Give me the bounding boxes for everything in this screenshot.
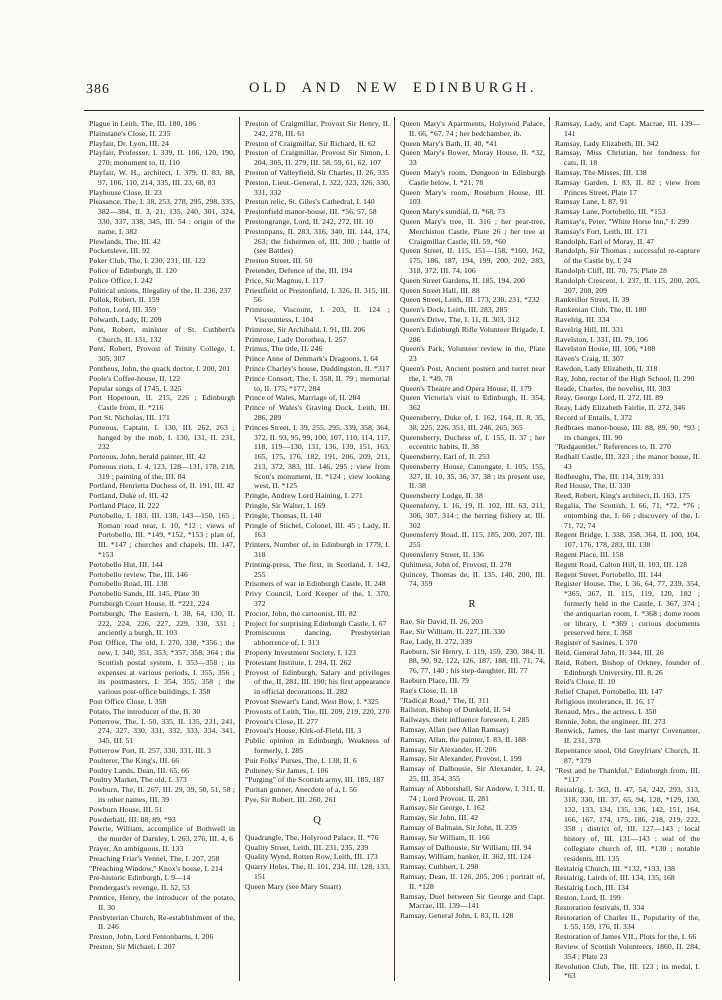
index-entry: Ramsay Lane, I. 87, 91 — [555, 197, 628, 207]
index-entry: Reid, General John, II. 344, III. 26 — [555, 648, 664, 658]
index-entry: Puritan gunner, Anecdote of a, I. 56 — [245, 785, 357, 795]
index-entry: Ramsay, Allan (see Allan Ramsay) — [400, 725, 509, 735]
index-entry: Public opinion in Edinburgh, Weakness of formerly, I. 285 — [245, 736, 390, 755]
index-entry: Provosts of Leith, The, III. 209, 219, 220, 270 — [245, 706, 390, 716]
index-entry: Project for surprising Edinburgh Castle, I. 67 — [245, 618, 387, 628]
index-entry: Revolution Club, The, III. 123 ; its medal, I. *63 — [555, 961, 700, 981]
index-entry: Rankeillor Street, II. 39 — [555, 295, 630, 305]
index-entry: Queensferry Street, II. 136 — [400, 550, 484, 560]
index-entry: Queen Street, II. 115, 151—158, *160, 162, 175, 186, 187, 194, 199, 200, 202, 283, 318, 372, III. 74, 106 — [400, 246, 545, 275]
index-entry: Rae, Lady, II. 272, 339 — [400, 636, 473, 646]
index-entry: Portobello review, The, III. 146 — [89, 569, 188, 579]
index-entry: Ramsay of Balmain, Sir John, II. 239 — [400, 822, 517, 832]
index-entry: Quarry Holes, The, II. 101, 234, III. 128, 133, 151 — [245, 862, 390, 881]
index-entry: Ramsay, Allan, the painter, I. 83, II. 188 — [400, 734, 526, 744]
index-entry: Post Office, The old, I. 270, 338, *356 ; the new, I. 340, 351, 353, *357, 358, 364 ; the Scottish postal system, I. 353—358 ; its expenses at various periods, I. 355, 356 ; its postmasters, I. 354, 355, 358 ; the various post-office buildings, I. 358 — [89, 638, 235, 697]
index-entry: Powburn House, III. 51 — [89, 804, 163, 814]
index-entry: Potterrow, The, I. 50, 335, II. 135, 231, 241, 274, 327, 330, 331, 332, 333, 334, 341, 345, III. 51 — [89, 716, 235, 746]
index-entry: Portland, Henrietta Duchess of, II. 191, III. 42 — [89, 481, 235, 491]
index-entry: Powderhall, III. 88, 89, *93 — [89, 814, 176, 824]
index-entry: Pringle, Thomas, II. 140 — [245, 510, 322, 520]
index-entry: Queensferry, I. 16, 19, II. 102, III. 63, 211, 306, 307, 314 ; the herring fishery at, III. 302 — [400, 501, 545, 530]
index-entry: Ravelston, I. 331, III. 79, 106 — [555, 334, 648, 344]
index-entry: Railways, their influence foreseen, I. 285 — [400, 715, 530, 725]
index-entry: Prayer, An ambiguous, II. 133 — [89, 843, 184, 853]
index-entry: Raven's Craig, II. 307 — [555, 354, 624, 364]
index-entry: Political unions, Illegality of the, II. 236, 237 — [89, 285, 232, 295]
index-entry: Pye, Sir Robert, III. 260, 261 — [245, 794, 337, 804]
index-entry: Queen's Edinburgh Rifle Volunteer Brigade, I. 286 — [400, 324, 545, 344]
index-entry: Poultry Market, The old, I. 373 — [89, 775, 187, 785]
index-entry: Queen Street Hall, III. 88 — [400, 285, 480, 295]
index-entry: Pocketsleve, III. 92 — [89, 246, 151, 256]
index-column-1 — [84, 117, 239, 981]
index-entry: Prestonfield manor-house, III. *56, 57, 58 — [245, 207, 377, 217]
index-entry: Queen Mary's tree, II. 316 ; her pear-tree, Merchiston Castle, Plate 26 ; her tree at Craigmillar Castle, III. 59, *60 — [400, 216, 545, 246]
index-entry: Queen Mary's room, Dungeon in Edinburgh Castle below, I. *21, 78 — [400, 167, 545, 187]
index-entry: Rankenian Club, The, II. 180 — [555, 305, 647, 315]
index-entry: Playfair, Professor, I. 339, II. 106, 120, 190, 270; monument to, II. 110 — [89, 148, 235, 168]
index-entry: Post Office Close, I. 358 — [89, 697, 167, 707]
index-entry: Plague in Leith, The, III. 180, 186 — [89, 119, 197, 128]
index-entry: Queen Mary's Bower, Moray House, II. *32, 33 — [400, 148, 545, 168]
index-entry: Queen's Theatre and Opera House, II. 179 — [400, 383, 532, 393]
index-entry: Queen Mary's room, Roseburn House, III. 103 — [400, 187, 545, 207]
index-entry: Quincey, Thomas de, II. 135, 140, 200, III. 74, 359 — [400, 569, 545, 589]
index-column-2 — [239, 117, 394, 981]
index-entry: Pont, Robert, Provost of Trinity College, I. 305, 307 — [89, 344, 235, 364]
index-entry: Potato, The introducer of the, II. 30 — [89, 706, 201, 716]
index-entry: Restalrig Loch, III. 134 — [555, 883, 629, 893]
index-entry: Pringle, Sir Walter, I. 169 — [245, 501, 326, 511]
index-entry: Provost's Close, II. 277 — [245, 716, 319, 726]
index-entry: Porteous, John, herald painter, III. 42 — [89, 452, 206, 462]
index-entry: Queensberry, Duke of, I. 162, 164, II. 8, 35, 38, 225, 226, 351, III. 246, 265, 365 — [400, 412, 545, 432]
index-entry: Ramsay's, Peter, "White Horse Inn," I. 299 — [555, 216, 690, 226]
index-entry: Ramsay, William, banker, II. 362, III. 124 — [400, 852, 532, 862]
index-entry: Queensferry Road, II. 115, 185, 200, 207, III. 255 — [400, 530, 545, 550]
index-entry: Privy Council, Lord Keeper of the, I. 370, 372 — [245, 589, 390, 609]
index-entry: "Preaching Window," Knox's house, I. 214 — [89, 863, 223, 873]
index-entry: Queen Street, Leith, III. 173, 230, 231, *232 — [400, 295, 540, 305]
index-entry: Prentice, Henry, the introducer of the potato, II. 30 — [89, 892, 235, 912]
index-entry: Primrose, Sir Archibald, I. 91, III. 206 — [245, 324, 366, 334]
index-entry: Reay, Lady Elizabeth Fairlie, II. 272, 346 — [555, 403, 686, 413]
index-entry: Plewlands, The, III. 42 — [89, 236, 161, 246]
index-entry: Prestonpans, II. 283, 316, 340, III. 144, 174, 263; the fishermen of, III. 300 ; battle of (see Battles) — [245, 226, 390, 256]
index-entry: Preston, Sir Michael, I. 207 — [89, 941, 176, 951]
index-entry: Religious intolerance, II. 16, 17 — [555, 697, 655, 707]
index-entry: Queen's Dock, Leith, III. 283, 285 — [400, 305, 508, 315]
index-entry: Puir Folks' Purses, The, I. 138, II. 6 — [245, 755, 357, 765]
index-entry: Provost Stewart's Land, West Bow, I. *325 — [245, 697, 379, 707]
index-entry: Property Investment Society, I. 123 — [245, 648, 356, 658]
index-entry: Portsburgh Court House, II. *221, 224 — [89, 599, 210, 609]
index-entry: Quality Wynd, Rotten Row, Leith, III. 173 — [245, 852, 378, 862]
index-entry: Preston, John, Lord Fentonbarns, I. 206 — [89, 932, 214, 942]
index-entry: Redbraes manor-house, III. 88, 89, 90, *93 ; its changes, III. 90 — [555, 422, 700, 442]
index-entry: Ray, John, rector of the High School, II. 290 — [555, 373, 695, 383]
index-entry: Porteous, Captain, I. 130, III. 262, 263 ; hanged by the mob, I. 130, 131, II. 231, 232 — [89, 422, 235, 452]
index-entry: Randolph, Earl of Moray, II. 47 — [555, 236, 655, 246]
index-entry: Relief Chapel, Portobello, III. 147 — [555, 687, 663, 697]
index-entry: Rennie, John, the engineer, III. 273 — [555, 716, 666, 726]
index-entry: Prince Charley's house, Duddingston, II. *317 — [245, 363, 390, 373]
index-entry: Pre-historic Edinburgh, I. 9—14 — [89, 873, 191, 883]
index-entry: Preston of Valleyfield, Sir Charles, II. 26, 335 — [245, 167, 390, 177]
index-entry: Ramsay, Sir Alexander, II. 206 — [400, 744, 497, 754]
index-entry: Queen Street Gardens, II. 185, 194, 200 — [400, 275, 525, 285]
index-entry: Redheughs, The, III. 114, 319, 331 — [555, 471, 665, 481]
index-entry: Preston relic, St. Giles's Cathedral, I. 140 — [245, 197, 375, 207]
index-entry: Powburn, The, II. 267, III. 29, 39, 50, 51, 58 ; its other names, III. 39 — [89, 785, 235, 804]
index-entry: Queen Mary's sundial, II. *68, 73 — [400, 207, 506, 217]
index-entry: Ravelrig Hill, III. 331 — [555, 324, 624, 334]
index-entry: Portland, Duke of, III. 42 — [89, 491, 169, 501]
index-entry: Queen's Park, Volunteer review in the, Plate 23 — [400, 344, 545, 364]
index-entry: Poultry Lands, Dean, III. 65, 66 — [89, 765, 190, 775]
index-entry: Ramsay of Abbotshall, Sir Andrew, I. 311, II. 74 ; Lord Provost, II. 281 — [400, 783, 545, 803]
index-entry: Portobello Hut, III. 144 — [89, 559, 163, 569]
index-entry: Portland Place, II. 222 — [89, 501, 160, 511]
index-entry: Prestongrange, Lord, II. 242, 272, III. 10 — [245, 216, 374, 226]
index-entry: Regent Road, Calton Hill, II. 103, III. 128 — [555, 559, 688, 569]
index-entry: Ramsay, Sir George, I. 162 — [400, 803, 485, 813]
index-entry: Ramsay Lane, Portobello, III. *153 — [555, 207, 666, 217]
index-entry: Queen Victoria's visit to Edinburgh, II. 354, 362 — [400, 393, 545, 413]
index-entry: Ramsay of Dalhousie, Sir Alexander, I. 24, 25, III. 354, 355 — [400, 764, 545, 783]
index-entry: Preaching Friar's Vennel, The, I. 207, 258 — [89, 853, 220, 863]
index-entry: Railston, Bishop of Dunkeld, II. 54 — [400, 705, 511, 715]
section-heading-r: R — [468, 599, 477, 611]
index-entry: Ramsay's Fort, Leith, III. 171 — [555, 226, 648, 236]
index-entry: Pringle, Andrew Lord Haining, I. 271 — [245, 491, 363, 501]
index-entry: Ramsay, The Misses, III. 138 — [555, 167, 647, 177]
index-entry: Regent Place, III. 158 — [555, 550, 624, 560]
index-entry: Provost of Edinburgh, Salary and privileges of the, II. 281, III. 190; his first appearance in official decorations, II. 282 — [245, 667, 390, 697]
header-rule — [84, 110, 704, 111]
index-entry: Princes Street, I. 39, 255, 295, 339, 358, 364, 372, II. 93, 95, 99, 100, 107, 110, 114, 117, 118, 119—130, 131, 136, 139, 151, 163, 165, 175, 176, 182, 191, 206, 209, 211, 213, 372, 383, III. 146, 295 ; view from Scott's monument, II. *124 ; view looking west, II. *125 — [245, 422, 390, 491]
index-entry: Randolph Cliff, III. 70, 75, Plate 28 — [555, 265, 667, 275]
index-entry: Preston of Craigmillar, Provost Sir Henry, II. 242, 278, III. 61 — [245, 119, 390, 138]
index-entry: Primrose, Viscount, I. 203, II. 124 ; Viscountess, I. 104 — [245, 305, 390, 324]
index-entry: Portobello, I. 183, III. 138, 143—150, 165 ; Roman road near, I. 10, *12 ; views of Portobello, III. *149, *152, *153 ; plan of, III. *147 ; churches and chapels, III. 147, *153 — [89, 510, 235, 560]
index-entry: Reay, George Lord, II. 272, III. 89 — [555, 393, 664, 403]
index-entry: Queensberry Lodge, II. 38 — [400, 491, 483, 501]
index-entry: Queen Mary's Bath, II. 40, *41 — [400, 138, 498, 148]
index-entry: "Rest and be Thankful," Edinburgh from, III. *117 — [555, 765, 700, 785]
index-entry: Raeburn, Sir Henry, I. 119, 159, 230, 384, II. 88, 90, 92, 122, 126, 187, 188, III. 71, 74, 76, 77, 140 ; his step-daughter, III. 77 — [400, 646, 545, 676]
page-header — [84, 80, 702, 106]
index-entry: Renwick, James, the last martyr Covenanter, II. 231, 378 — [555, 726, 700, 746]
index-entry: "Redgauntlet," References to, II. 270 — [555, 442, 671, 452]
index-entry: Pontheus, John, the quack doctor, I. 200, 201 — [89, 363, 231, 373]
index-entry: Reed, Robert, King's architect, II. 163, 175 — [555, 491, 691, 501]
index-entry: Proctor, John, the cartoonist, III. 82 — [245, 608, 357, 618]
index-entry: Ramsay, General John, I. 83, II. 128 — [400, 911, 514, 921]
index-entry: Raeburn Place, III. 79 — [400, 676, 470, 686]
index-entry: Potterrow Port, II. 257, 330, 331, III. 3 — [89, 746, 211, 755]
index-entry: Police of Edinburgh, II. 120 — [89, 265, 177, 275]
index-entry: Queen Mary (see Mary Stuart) — [245, 881, 342, 891]
index-entry: Register House, The, I. 36, 64, 77, 239, 354, *365, 367, II. 115, 119, 120, 182 ; formerly held in the Castle, I. 367, 374 ; the antiquarian room, I. *368 ; dome room or library, I. *369 ; curious documents preserved here, I. 368 — [555, 579, 700, 638]
index-entry: Ramsay of Dalhousie, Sir William, III. 94 — [400, 842, 532, 852]
index-entry: Queen Mary's Apartments, Holyrood Palace, II. 66, *67, 74 ; her bedchamber, ib. — [400, 119, 545, 138]
index-entry: Regent Bridge, I. 338, 358, 364, II. 100, 104, 107, 176, 178, 283, III. 138 — [555, 530, 700, 550]
index-entry: Prince of Wales's Graving Dock, Leith, III. 286, 289 — [245, 403, 390, 422]
index-entry: Playfair, Dr. Lyon, III. 24 — [89, 138, 170, 148]
index-entry: Regent Street, Portobello, III. 144 — [555, 569, 662, 579]
index-entry: Playhouse Close, II. 23 — [89, 187, 162, 197]
index-entry: Queensberry, Duchess of, I. 155, II. 37 ; her eccentric habits, II. 38 — [400, 432, 545, 452]
index-entry: Restoration festivals, II. 334 — [555, 902, 645, 912]
index-entry: Pleasance, The, I. 38, 253, 278, 295, 298, 335, 382—384, II. 3, 21, 135, 240, 301, 324, 330, 337, 338, 345, III. 54 : origin of the name, I. 382 — [89, 197, 235, 236]
index-entry: Restoration of James VII., Plots for the, I. 66 — [555, 932, 697, 942]
index-entry: Restalrig, Lairds of, III. 134, 135, 168 — [555, 873, 675, 883]
index-entry: Polton, Lord, III. 359 — [89, 305, 157, 315]
index-entry: Ramsay, Sir William, II. 166 — [400, 832, 490, 842]
index-entry: Pringle of Stichel, Colonel, III. 45 ; Lady, II. 163 — [245, 520, 390, 540]
index-entry: Promiscuous dancing, Presbyterian abhorrence of, I. 313 — [245, 628, 390, 648]
index-entry: Queensberry House, Canongate, I. 105, 155, 327, II. 10, 35, 36, 37, 38 ; its present use, II. 38 — [400, 461, 545, 491]
index-entry: Rawdon, Lady Elizabeth, II. 318 — [555, 363, 658, 373]
index-entry: Popular songs of 1745, I. 325 — [89, 383, 182, 393]
index-entry: Ravelrig, III. 334 — [555, 314, 610, 324]
index-entry: Preston of Craigmillar, Sir Richard, II. 62 — [245, 138, 376, 148]
index-entry: Reade, Charles, the novelist, III. 303 — [555, 383, 671, 393]
index-entry: Poulterer, The King's, III. 66 — [89, 755, 180, 765]
index-entry: Port St. Nicholas, III. 171 — [89, 412, 170, 422]
index-entry: Record of Entails, I. 372 — [555, 412, 633, 422]
index-entry: Poole's Coffee-house, II. 122 — [89, 373, 181, 383]
index-entry: Prince Consort, The, I. 358, II. 79 ; memorial to, II. 175, *177, 284 — [245, 373, 390, 393]
index-entry: "Purging" of the Scottish army, III. 185, 187 — [245, 775, 385, 785]
index-entry: Price, Sir Magnus, I. 117 — [245, 275, 324, 285]
index-entry: Poker Club, The, I. 230, 231, III. 122 — [89, 256, 206, 266]
index-entry: "Radical Road," The, II. 311 — [400, 695, 490, 705]
index-entry: Polwarth, Lady, II. 209 — [89, 314, 162, 324]
index-entry: Queen's Drive, The, I. 11, II. 303, 312 — [400, 314, 520, 324]
index-entry: Primus, The title, II. 246 — [245, 344, 323, 354]
index-entry: Queen's Post, Ancient postern and turret near the, I. *49, 78 — [400, 363, 545, 383]
index-entry: Ramsay, Sir John, III. 42 — [400, 813, 479, 823]
index-entry: Ramsay, Miss Christian, her fondness for cats, II. 18 — [555, 148, 700, 168]
index-entry: Prisoners of war in Edinburgh Castle, II. 248 — [245, 579, 386, 589]
index-entry: Reid, Robert, Bishop of Orkney, founder of Edinburgh University, III. 8, 26 — [555, 657, 700, 677]
index-entry: Priestfield or Prestonfield, I. 326, II. 315, III. 56 — [245, 285, 390, 305]
index-entry: Register of Sasines, I. 370 — [555, 638, 638, 648]
index-entry: Plainstane's Close, II. 235 — [89, 128, 171, 138]
index-entry: Randolph, Sir Thomas ; successful re-capture of the Castle by, I. 24 — [555, 246, 700, 266]
index-entry: Redhall Castle, III. 323 ; the manor house, II. 43 — [555, 452, 700, 471]
index-entry: Provost's House, Kirk-of-Field, III. 3 — [245, 726, 362, 736]
index-entry: Red House, The, II. 330 — [555, 481, 631, 491]
index-entry: Regalia, The Scottish, I. 66, 71, *72, *76 ; entombing the, I. 66 ; discovery of the, I. 71, 72, 74 — [555, 501, 700, 530]
index-entry: Ramsay, Dean, II. 126, 205, 206 ; portrait of, II. *128 — [400, 871, 545, 891]
index-entry: Printing-press, The first, in Scotland, I. 142, 255 — [245, 559, 390, 579]
index-entry: Printers, Number of, in Edinburgh in 1779, I. 318 — [245, 540, 390, 560]
index-entry: Ramsay, Lady Elizabeth, III. 342 — [555, 138, 659, 148]
index-entry: Ramsay, Cuthbert, I. 298 — [400, 862, 479, 872]
index-entry: Randolph Crescent, I. 237, II. 115, 200, 205, 207, 208, 209 — [555, 275, 700, 295]
index-entry: Renaud, Mrs., the actress, I. 350 — [555, 706, 657, 716]
index-entry: Police Office, I. 242 — [89, 275, 153, 285]
index-entry: Rae, Sir David, II. 26, 203 — [400, 617, 484, 627]
index-columns — [84, 117, 704, 981]
index-entry: Rae, Sir William, II. 227, III. 330 — [400, 627, 505, 637]
index-entry: Ravelston House, III. 106, *108 — [555, 344, 656, 354]
index-entry: Portsburgh, The Eastern, I. 38, 64, 130, II. 222, 224, 226, 227, 229, 330, 331 ; anciently a burgh, II. 103 — [89, 608, 235, 638]
index-entry: Portobello Road, III. 138 — [89, 579, 168, 589]
index-entry: Restalrig Church, III. *132, *133, 138 — [555, 863, 676, 873]
index-entry: Playfair, W. H., architect, I. 379, II. 83, 88, 97, 106, 110, 214, 335, III. 23, 68, 83 — [89, 167, 235, 187]
index-entry: Preston, Lieut.-General, I. 322, 323, 326, 330, 331, 332 — [245, 177, 390, 197]
index-entry: Reston, Lord, II. 199 — [555, 892, 621, 902]
section-heading-q: Q — [313, 814, 322, 826]
index-entry: Prince of Wales, Marriage of, II. 284 — [245, 393, 361, 403]
page-title: OLD AND NEW EDINBURGH. — [248, 80, 538, 96]
index-entry: Queensberry, Earl of, II. 253 — [400, 452, 490, 462]
index-entry: Repentance stool, Old Greyfriars' Church, II. 87, *379 — [555, 746, 700, 765]
index-entry: Pollok, Robert, II. 159 — [89, 295, 160, 305]
index-column-3 — [394, 117, 549, 981]
index-entry: Pont, Robert, minister of St. Cuthbert's Church, II. 131, 132 — [89, 324, 235, 344]
index-entry: Powrie, William, accomplice of Bothwell in the murder of Darnley, I. 263, 276, III. 4, 6 — [89, 824, 235, 844]
index-entry: Restalrig, I. 363, II. 47, 54, 242, 293, 313, 318, 330, III. 37, 65, 94, 128, *129, 130, 132, 133, 134, 135, 136, 142, 151, 164, 166, 167, 174, 175, 186, 218, 219, 222, 358 ; district of, III. 127—143 ; local history of, III. 131—143 ; seal of the collegiate church of, III. *130 ; notable residents, III. 135 — [555, 785, 700, 863]
index-entry: Reid's Close, II. 10 — [555, 677, 616, 687]
index-entry: Ramsay, Lady, and Capt. Macrae, III. 139—141 — [555, 119, 700, 138]
index-entry: Preston of Craigmillar, Provost Sir Simon, I. 204, 305, II. 279, III. 58, 59, 61, 62, 107 — [245, 148, 390, 168]
index-entry: Quhitness, John of, Provost, II. 278 — [400, 559, 512, 569]
index-entry: Pulteney, Sir James, I. 106 — [245, 765, 329, 775]
index-entry: Pretender, Defence of the, III. 194 — [245, 265, 353, 275]
index-entry: Porteous riots, I. 4, 123, 128—131, 178, 218, 319 ; painting of the, III. 84 — [89, 461, 235, 481]
index-entry: Presbyterian Church, Re-establishment of the, II. 246 — [89, 912, 235, 932]
index-entry: Preston Street, III. 50 — [245, 256, 313, 266]
index-column-4 — [549, 117, 704, 981]
index-entry: Prince Anne of Denmark's Dragoons, I. 64 — [245, 354, 379, 364]
index-entry: Rae's Close, II. 18 — [400, 685, 458, 695]
index-entry: Primrose, Lady Dorothea, I. 257 — [245, 334, 347, 344]
index-entry: Prendergast's revenge, II. 52, 53 — [89, 883, 190, 893]
index-entry: Portobello Sands, III. 145, Plate 30 — [89, 589, 200, 599]
index-entry: Review of Scottish Volunteers, 1860, II. 284, 354 ; Plate 23 — [555, 941, 700, 961]
index-entry: Protestant Institute, I. 294, II. 262 — [245, 657, 352, 667]
index-entry: Port Hopetoun, II. 215, 226 ; Edinburgh Castle from, II. *216 — [89, 393, 235, 413]
index-entry: Quality Street, Leith, III. 231, 235, 239 — [245, 842, 369, 852]
index-entry: Ramsay, Sir Alexander, Provost, I. 199 — [400, 754, 522, 764]
index-entry: Ramsay Garden, I. 83, II. 82 ; view from Princes Street, Plate 17 — [555, 177, 700, 197]
index-entry: Quadrangle, The, Holyrood Palace, II. *76 — [245, 832, 379, 842]
index-entry: Restoration of Charles II., Popularity of the, I. 55, 159, 176, II. 334 — [555, 912, 700, 932]
index-entry: Ramsay, Duel between Sir George and Capt. Macrae, III. 139—141 — [400, 891, 545, 911]
page-number: 386 — [86, 82, 110, 97]
